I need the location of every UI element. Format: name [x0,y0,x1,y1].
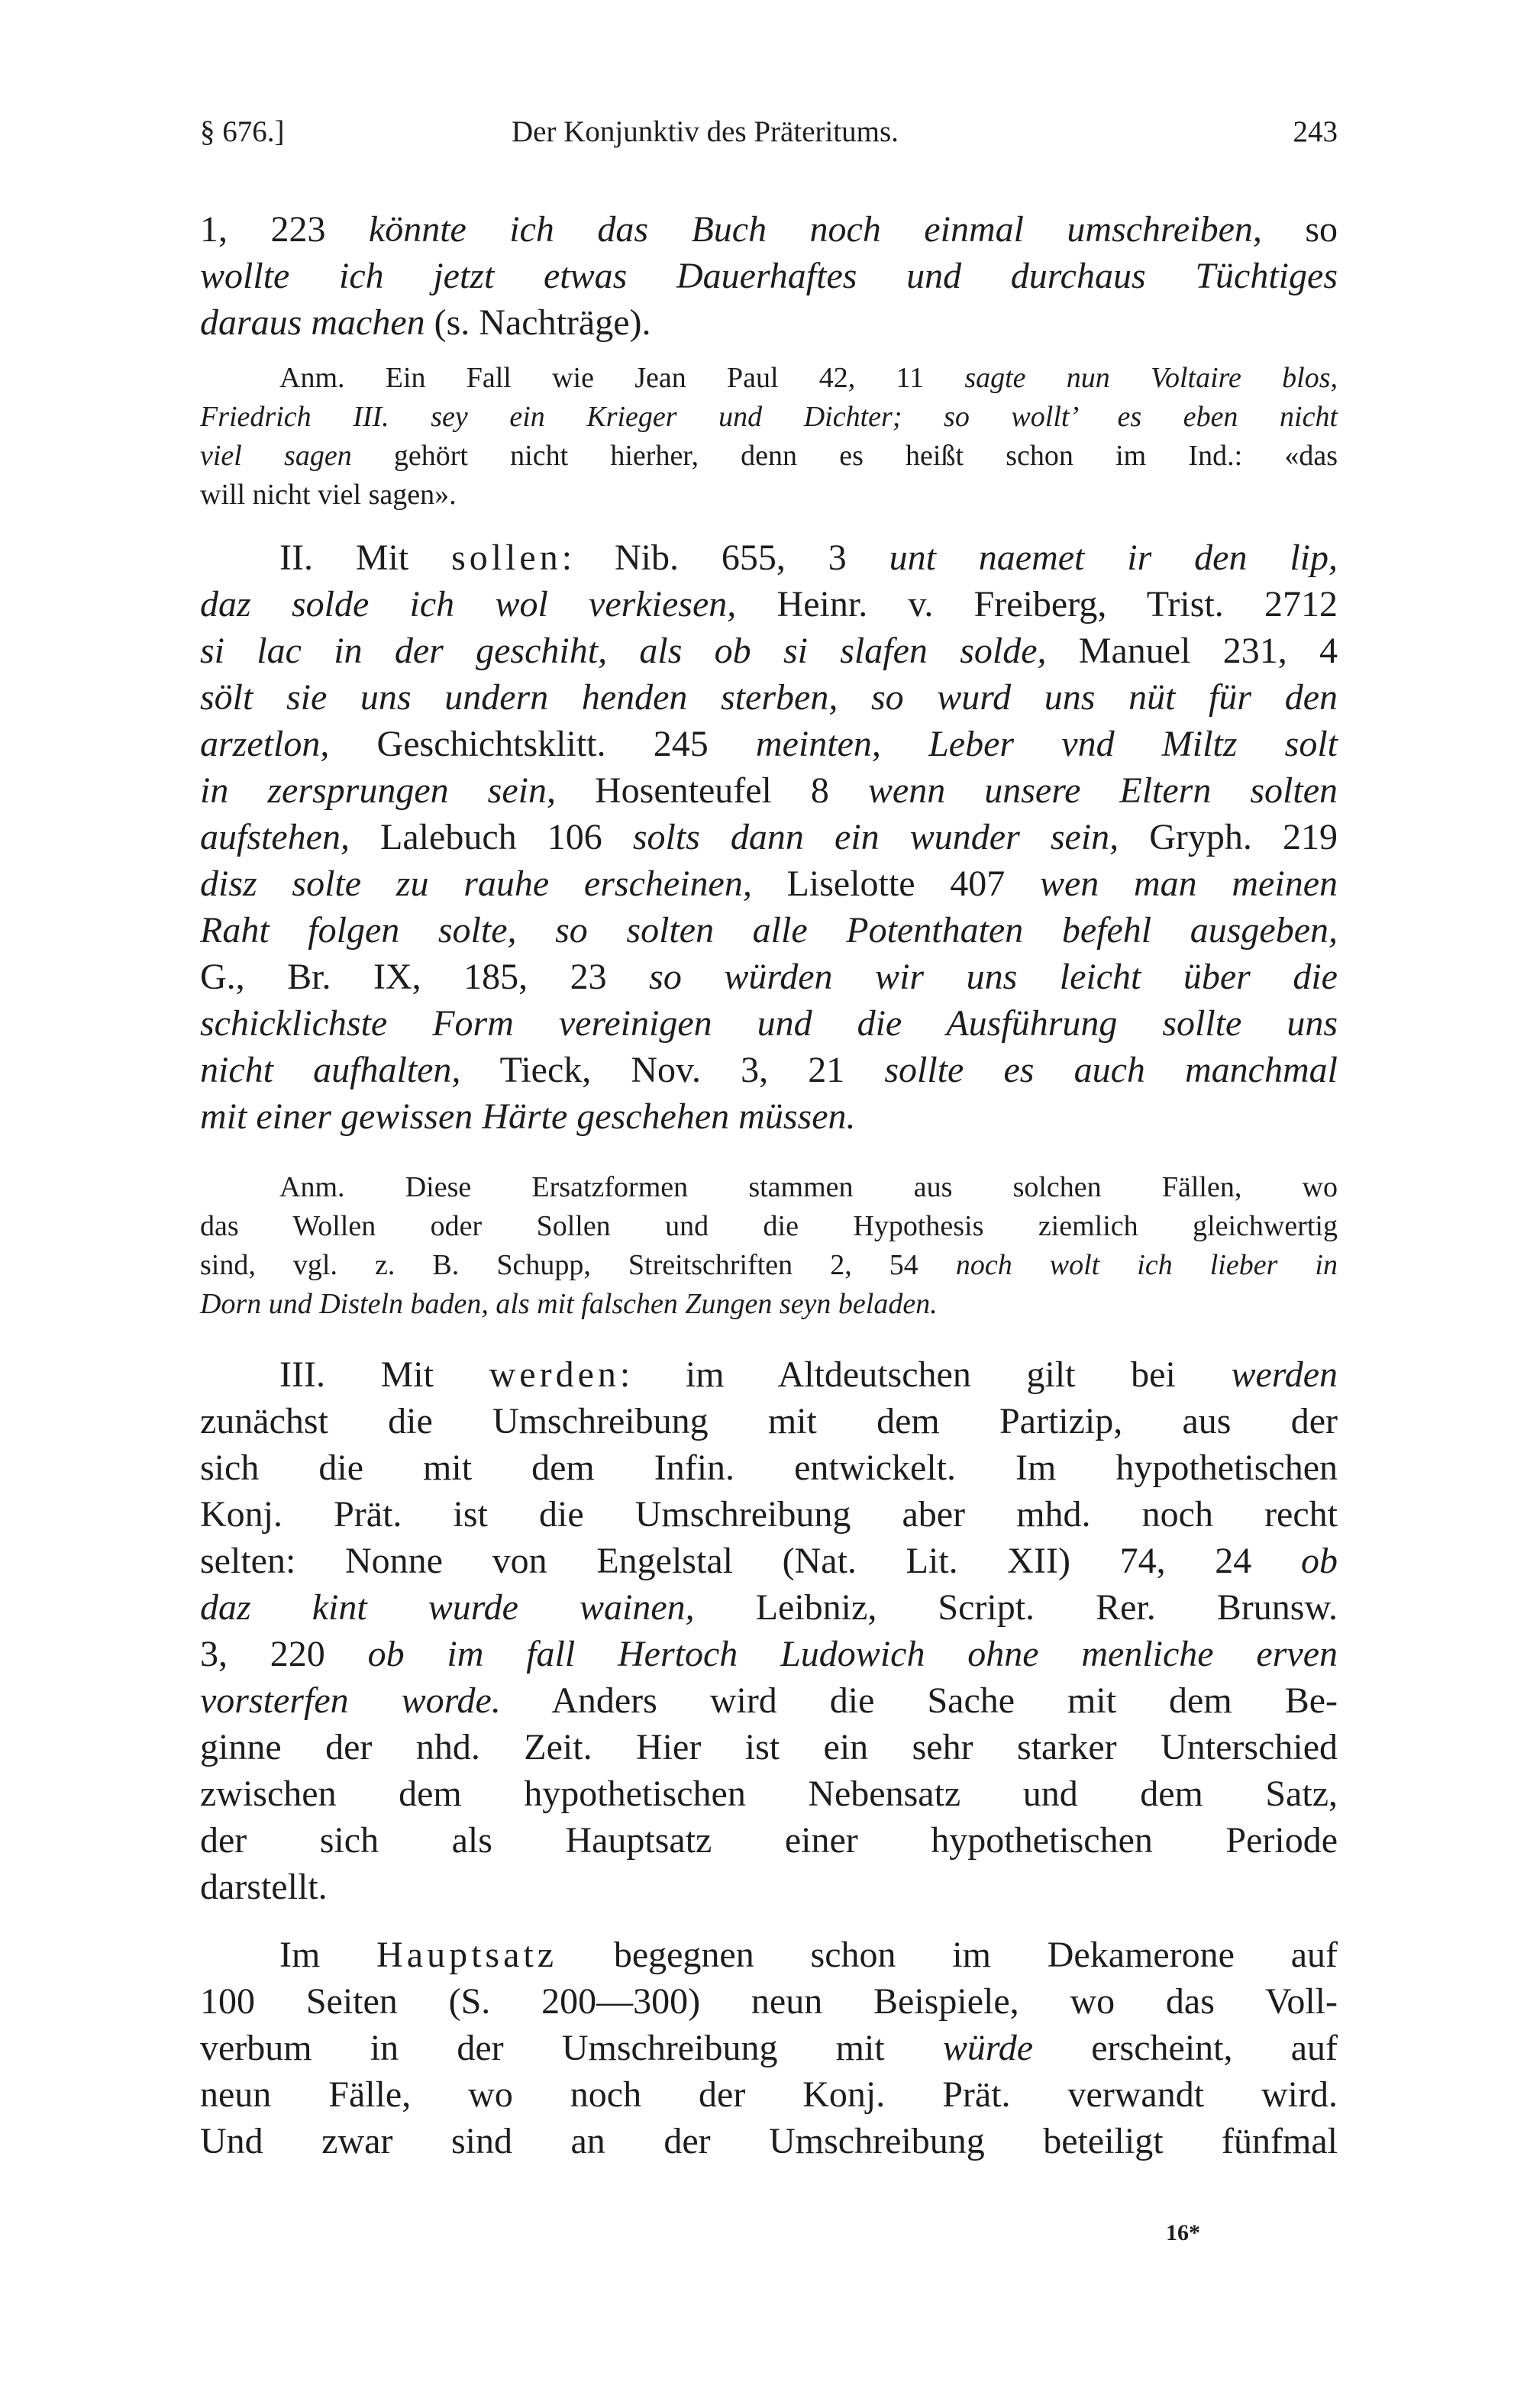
paragraph-werden [200,1351,1338,1910]
text-line: Im Hauptsatz begegnen schon im Dekamerone auf [279,1935,1338,1975]
text-line: arzetlon, Geschichtsklitt. 245 meinten, Leber vnd Miltz solt [200,724,1338,764]
text-line: III. Mit werden: im Altdeutschen gilt bei werden [279,1354,1338,1395]
spaced-keyword: Hauptsatz [376,1935,558,1975]
text-line: Raht folgen solte, so solten alle Potenthaten befehl ausgeben, [200,910,1338,951]
text-line: Und zwar sind an der Umschreibung beteiligt fünfmal [200,2121,1338,2161]
text-line: sölt sie uns undern henden sterben, so wurd uns nüt für den [200,677,1338,718]
signature-mark: 16* [1166,2220,1200,2245]
text-line: daz kint wurde wainen, Leibniz, Script. Rer. Brunsw. [200,1587,1338,1628]
text-line: darstellt. [200,1867,328,1907]
text-line: vorsterfen worde. Anders wird die Sache mit dem Be- [200,1680,1338,1721]
text-line: 100 Seiten (S. 200—300) neun Beispiele, wo das Voll- [200,1981,1338,2022]
text-line: si lac in der geschiht, als ob si slafen solde, Manuel 231, 4 [200,631,1338,671]
text-line: sich die mit dem Infin. entwickelt. Im hypothetischen [200,1448,1338,1488]
text-line: Konj. Prät. ist die Umschreibung aber mhd. noch recht [200,1494,1338,1535]
text-line: neun Fälle, wo noch der Konj. Prät. verwandt wird. [200,2074,1338,2115]
spaced-keyword: sollen [451,537,562,578]
running-title: Der Konjunktiv des Präteritums. [512,115,899,148]
text-line: Dorn und Disteln baden, als mit falschen Zungen seyn beladen. [200,1288,938,1320]
text-line: aufstehen, Lalebuch 106 solts dann ein wunder sein, Gryph. 219 [200,817,1338,857]
page-number: 243 [1293,115,1338,148]
text-line: daz solde ich wol verkiesen, Heinr. v. Freiberg, Trist. 2712 [200,584,1338,625]
text-line: sind, vgl. z. B. Schupp, Streitschriften 2, 54 noch wolt ich lieber in [200,1249,1338,1281]
text-line: Friedrich III. sey ein Krieger und Dichter; so wollt’ es eben nicht [200,401,1338,433]
text-line: daraus machen (s. Nachträge). [200,302,651,343]
text-line: zunächst die Umschreibung mit dem Partizip, aus der [200,1401,1338,1441]
spaced-keyword: werden [489,1354,620,1395]
text-line: G., Br. IX, 185, 23 so würden wir uns leicht über die [200,957,1338,997]
text-line: ginne der nhd. Zeit. Hier ist ein sehr starker Unterschied [200,1727,1338,1767]
text-line: in zersprungen sein, Hosenteufel 8 wenn unsere Eltern solten [200,770,1338,811]
paragraph-hauptsatz [200,1932,1338,2164]
paragraph-sollen [200,534,1338,1140]
text-line: 3, 220 ob im fall Hertoch Ludowich ohne menliche erven [200,1634,1338,1674]
running-header [200,115,1338,168]
text-line: der sich als Hauptsatz einer hypothetischen Periode [200,1820,1338,1861]
section-number: § 676.] [200,115,285,148]
text-line: 1, 223 könnte ich das Buch noch einmal umschreiben, so [200,209,1338,250]
text-line: schicklichste Form vereinigen und die Ausführung sollte uns [200,1003,1338,1044]
text-line: das Wollen oder Sollen und die Hypothesis ziemlich gleichwertig [200,1210,1338,1242]
text-line: II. Mit sollen: Nib. 655, 3 unt naemet ir den lip, [279,537,1338,578]
text-line: will nicht viel sagen». [200,479,457,511]
text-line: zwischen dem hypothetischen Nebensatz und dem Satz, [200,1774,1338,1814]
text-line: Anm. Ein Fall wie Jean Paul 42, 11 sagte nun Voltaire blos, [279,362,1338,394]
text-line: verbum in der Umschreibung mit würde erscheint, auf [200,2028,1338,2068]
annotation-1 [200,359,1338,515]
text-line: mit einer gewissen Härte geschehen müssen. [200,1096,856,1137]
text-line: selten: Nonne von Engelstal (Nat. Lit. XII) 74, 24 ob [200,1541,1338,1581]
text-line: Anm. Diese Ersatzformen stammen aus solchen Fällen, wo [279,1171,1338,1203]
text-line: viel sagen gehört nicht hierher, denn es heißt schon im Ind.: «das [200,440,1338,472]
text-line: nicht aufhalten, Tieck, Nov. 3, 21 sollte es auch manchmal [200,1050,1338,1090]
paragraph-1 [200,206,1338,346]
text-line: disz solte zu rauhe erscheinen, Liselotte 407 wen man meinen [200,863,1338,904]
text-line: wollte ich jetzt etwas Dauerhaftes und durchaus Tüchtiges [200,256,1338,296]
annotation-2 [200,1168,1338,1324]
